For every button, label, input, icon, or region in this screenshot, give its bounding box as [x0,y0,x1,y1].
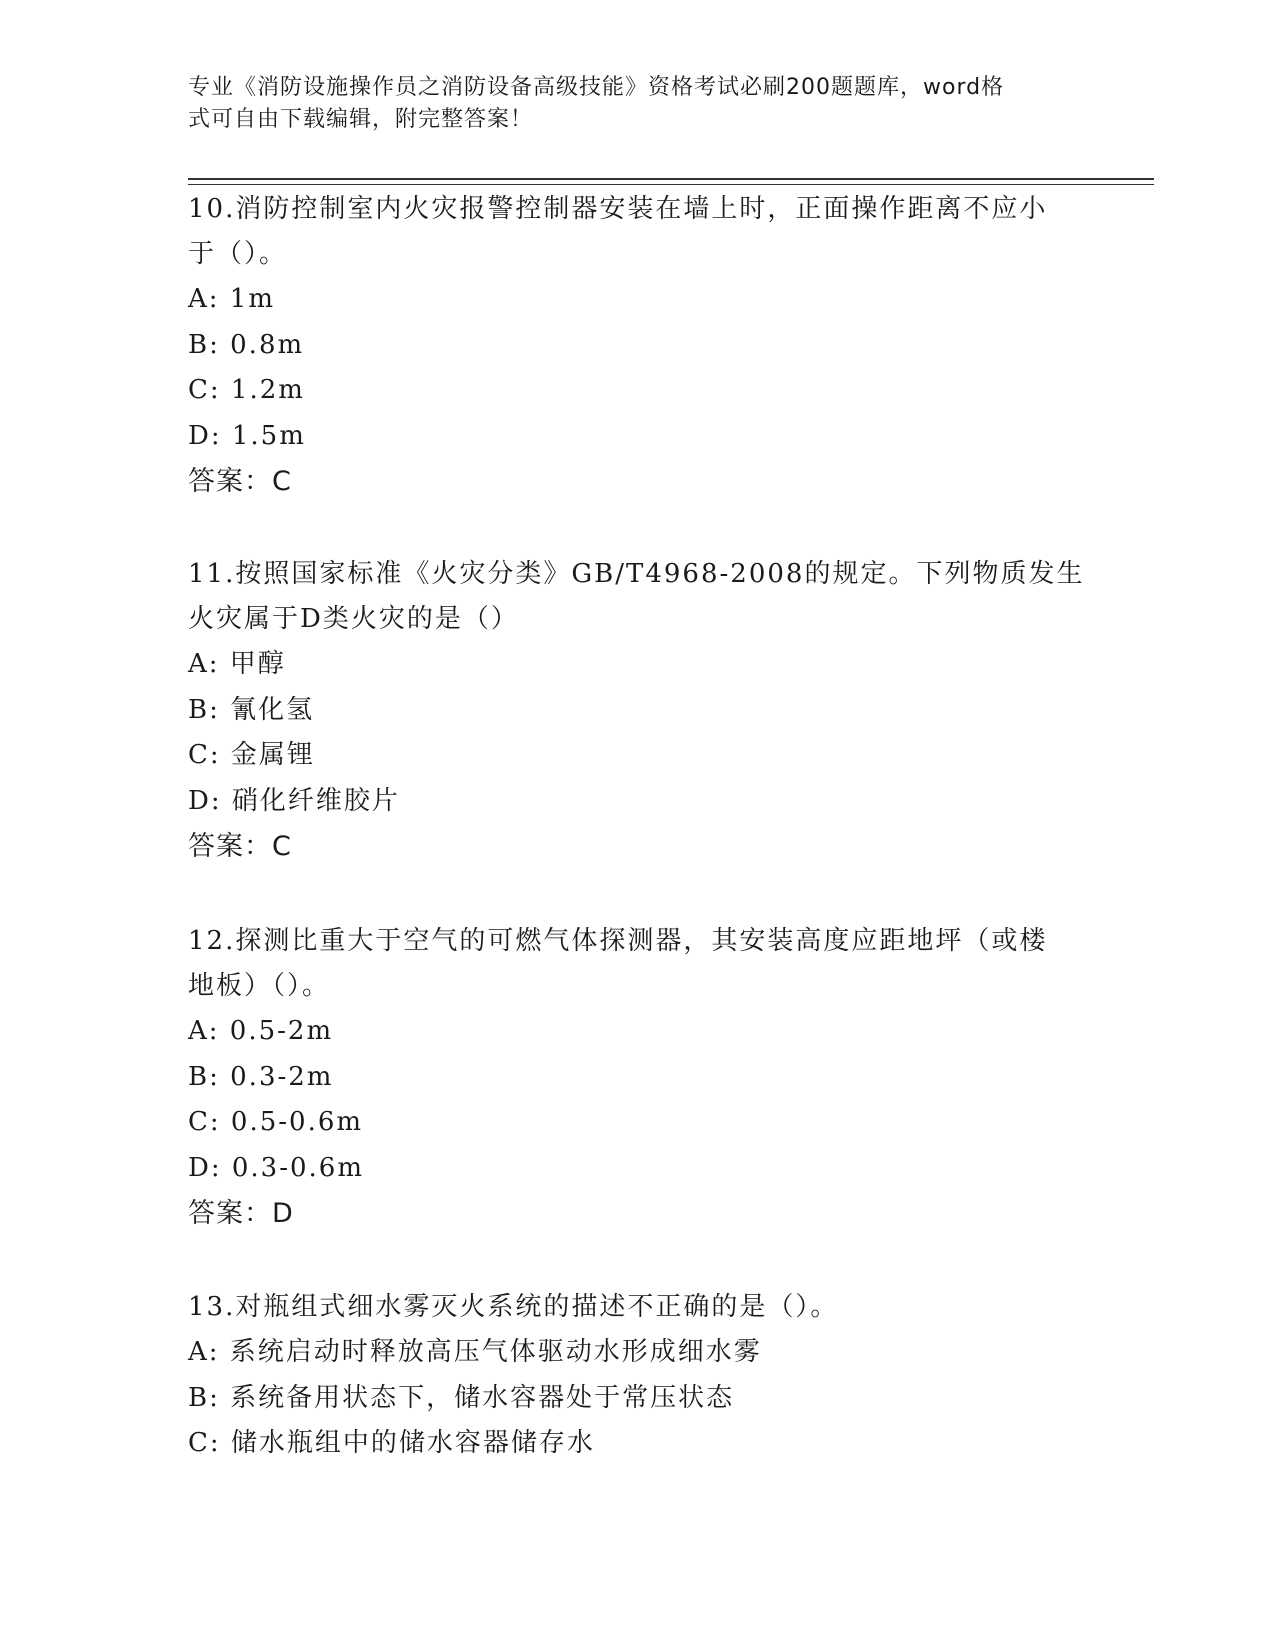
answer: 答案：D [188,1198,294,1229]
question-stem-continued: 地板）（）。 [188,971,331,1001]
header-divider-thin [188,184,1154,185]
question-stem: 11.按照国家标准《火灾分类》GB/T4968-2008的规定。下列物质发生 [188,559,1085,589]
option-b: B: 系统备用状态下，储水容器处于常压状态 [188,1382,735,1413]
answer: 答案：C [188,466,292,497]
question-11 [188,552,1088,869]
header-line-2: 式可自由下载编辑，附完整答案！ [188,107,534,132]
document-header [188,72,1068,136]
option-d: D: 硝化纤维胶片 [188,785,400,816]
question-stem-continued: 于（）。 [188,239,288,269]
header-divider-thick [188,178,1154,180]
option-c: C: 0.5-0.6m [188,1107,364,1137]
answer: 答案：C [188,831,292,862]
question-stem: 10.消防控制室内火灾报警控制器安装在墙上时，正面操作距离不应小 [188,194,1048,224]
option-a: A: 1m [188,284,275,314]
option-d: D: 0.3-0.6m [188,1152,365,1183]
option-b: B: 氰化氢 [188,694,315,725]
option-c: C: 储水瓶组中的储水容器储存水 [188,1428,595,1458]
option-a: A: 系统启动时释放高压气体驱动水形成细水雾 [188,1337,762,1367]
question-12 [188,919,1088,1236]
question-13 [188,1285,1088,1467]
option-b: B: 0.8m [188,329,305,360]
option-c: C: 1.2m [188,375,305,405]
option-b: B: 0.3-2m [188,1061,334,1092]
question-stem: 13.对瓶组式细水雾灭火系统的描述不正确的是（）。 [188,1292,839,1322]
header-line-1: 专业《消防设施操作员之消防设备高级技能》资格考试必刷200题题库，word格 [188,75,1005,100]
option-a: A: 甲醇 [188,649,286,679]
question-10 [188,187,1088,504]
option-c: C: 金属锂 [188,740,315,770]
option-a: A: 0.5-2m [188,1016,334,1046]
option-d: D: 1.5m [188,420,306,451]
question-stem: 12.探测比重大于空气的可燃气体探测器，其安装高度应距地坪（或楼 [188,926,1048,956]
question-stem-continued: 火灾属于D类火灾的是（） [188,604,519,634]
